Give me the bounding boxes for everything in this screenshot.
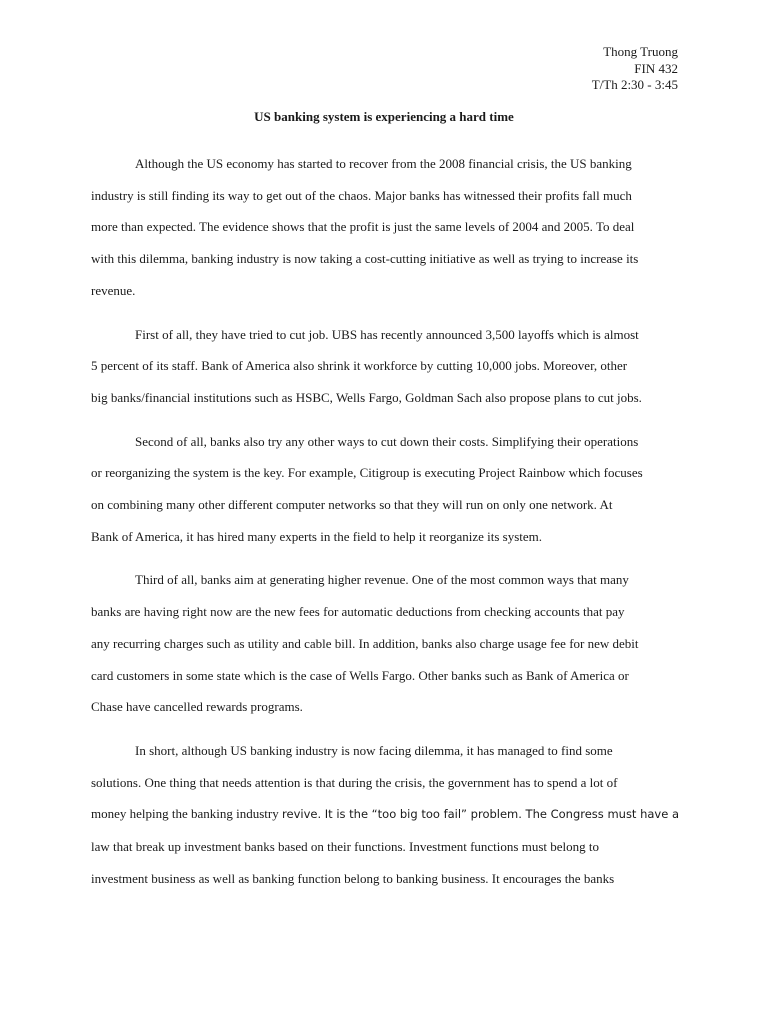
paragraph-conclusion — [91, 735, 681, 895]
paragraph-line-mixed — [91, 798, 681, 831]
paragraph-line: or reorganizing the system is the key. For example, Citigroup is executing Project Rainbow which focuses — [91, 465, 643, 481]
paragraph-revenue — [91, 564, 681, 723]
paragraph-line: any recurring charges such as utility and cable bill. In addition, banks also charge usage fee for new debit — [91, 635, 639, 651]
paragraph-line: Chase have cancelled rewards programs. — [91, 699, 303, 715]
paragraph-line: Bank of America, it has hired many experts in the field to help it reorganize its system. — [91, 528, 543, 544]
paragraph-line: investment business as well as banking function belong to banking business. It encourages the banks — [91, 870, 615, 886]
paragraph-line: big banks/financial institutions such as HSBC, Wells Fargo, Goldman Sach also propose plans to cut jobs. — [91, 389, 642, 405]
paragraph-intro — [91, 148, 681, 307]
paragraph-line-start: money helping the banking industry — [91, 806, 283, 822]
class-schedule: T/Th 2:30 - 3:45 — [591, 77, 678, 92]
document-title: US banking system is experiencing a hard time — [254, 109, 514, 124]
paragraph-line: more than expected. The evidence shows that the profit is just the same levels of 2004 and 2005. To deal — [91, 219, 635, 235]
paragraph-line: Second of all, banks also try any other ways to cut down their costs. Simplifying their operations — [135, 433, 639, 449]
paragraph-line: revenue. — [91, 282, 136, 298]
document-header — [592, 44, 678, 94]
document-body — [91, 148, 681, 906]
paragraph-line: on combining many other different computer networks so that they will run on only one network. At — [91, 497, 613, 513]
paragraph-job-cuts — [91, 319, 681, 414]
paragraph-line: solutions. One thing that needs attention is that during the crisis, the government has to spend a lot of — [91, 774, 618, 790]
course-code: FIN 432 — [634, 60, 678, 76]
author-name: Thong Truong — [603, 44, 678, 59]
paragraph-line-sans-segment: revive. It is the “too big too fail” problem. The Congress must have a — [282, 807, 680, 822]
paragraph-line: with this dilemma, banking industry is now taking a cost-cutting initiative as well as trying to increase its — [91, 251, 639, 267]
paragraph-line: industry is still finding its way to get out of the chaos. Major banks has witnessed their profits fall much — [91, 187, 632, 203]
paragraph-line: law that break up investment banks based on their functions. Investment functions must belong to — [91, 839, 599, 855]
paragraph-cost-reduction — [91, 426, 681, 553]
paragraph-line: card customers in some state which is the case of Wells Fargo. Other banks such as Bank of America or — [91, 667, 629, 683]
paragraph-line: In short, although US banking industry is now facing dilemma, it has managed to find some — [135, 742, 613, 758]
paragraph-line: First of all, they have tried to cut job. UBS has recently announced 3,500 layoffs which is almost — [135, 326, 639, 342]
paragraph-line: banks are having right now are the new fees for automatic deductions from checking accounts that pay — [91, 604, 625, 620]
paragraph-line: Third of all, banks aim at generating higher revenue. One of the most common ways that many — [135, 572, 629, 588]
paragraph-line: Although the US economy has started to recover from the 2008 financial crisis, the US banking — [135, 156, 632, 171]
paragraph-line: 5 percent of its staff. Bank of America also shrink it workforce by cutting 10,000 jobs. Moreover, other — [91, 358, 628, 374]
